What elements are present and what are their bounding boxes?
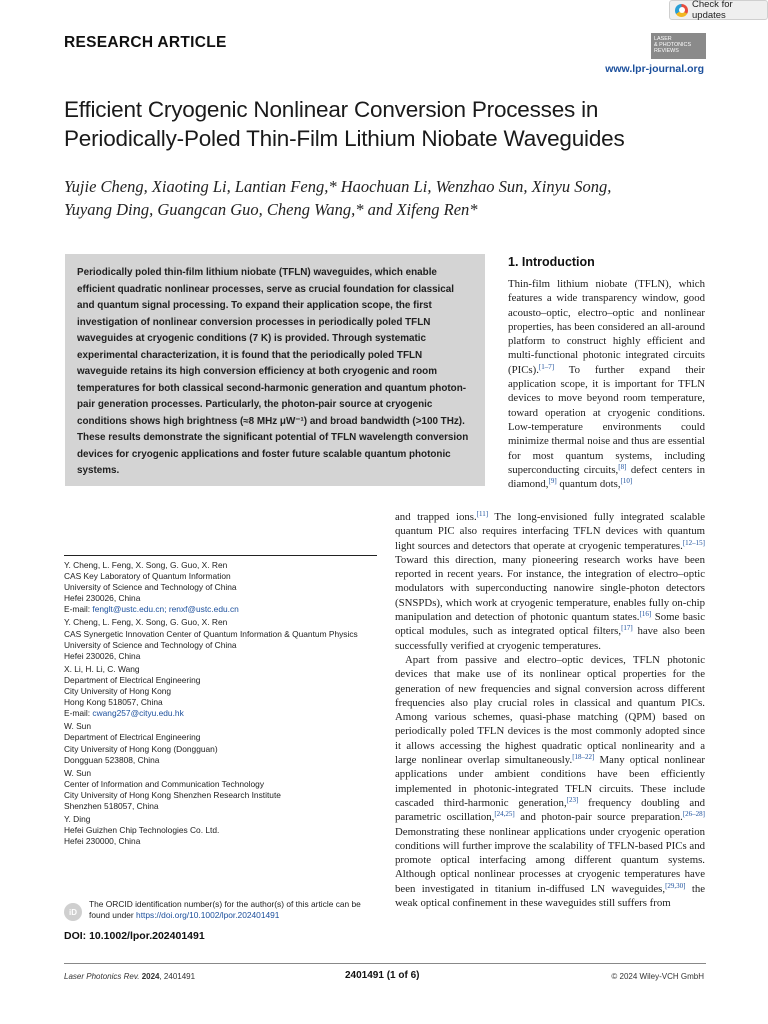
footer-copyright: © 2024 Wiley-VCH GmbH (611, 972, 704, 981)
orcid-link[interactable]: https://doi.org/10.1002/lpor.202401491 (136, 910, 280, 920)
journal-logo: LASER & PHOTONICS REVIEWS (651, 33, 706, 59)
citation-link[interactable]: [9] (548, 477, 557, 486)
citation-link[interactable]: [24,25] (494, 810, 515, 819)
affiliation-block: Y. Cheng, L. Feng, X. Song, G. Guo, X. Ren CAS Key Laboratory of Quantum Information University of Science and Technology of China Hefei 230026, China E-mail: fenglt@ustc.edu.cn; renxf@ustc.edu.cn (64, 560, 239, 615)
footer-divider (64, 963, 706, 964)
intro-body (395, 510, 705, 910)
email-link[interactable]: fenglt@ustc.edu.cn; renxf@ustc.edu.cn (92, 604, 239, 615)
citation-link[interactable]: [16] (639, 610, 652, 619)
citation-link[interactable]: [11] (476, 510, 489, 518)
citation-link[interactable]: [8] (618, 462, 627, 471)
citation-link[interactable]: [18–22] (572, 753, 595, 762)
citation-link[interactable]: [12–15] (682, 538, 705, 547)
author-list: Yujie Cheng, Xiaoting Li, Lantian Feng,* Haochuan Li, Wenzhao Sun, Xinyu Song, Yuyang Ding, Guangcan Guo, Cheng Wang,* and Xifeng Ren* (64, 177, 612, 219)
crossmark-icon (675, 4, 688, 17)
citation-link[interactable]: [29,30] (665, 881, 686, 890)
check-for-updates-button[interactable] (669, 0, 768, 20)
citation-link[interactable]: [10] (620, 477, 633, 486)
affiliation-block: Y. Cheng, L. Feng, X. Song, G. Guo, X. Ren CAS Synergetic Innovation Center of Quantum Information & Quantum Physics University of Science and Technology of China Hefei 230026, China (64, 617, 358, 661)
citation-link[interactable]: [17] (621, 624, 633, 633)
intro-paragraph-1-top: Thin-film lithium niobate (TFLN), which features a wide transparency window, good acousto–optic, electro–optic and nonlinear properties, has been considered an all-around platform to construct highly efficient and multi-functional photonic integrated circuits (PICs).[1–7] To further expand their application scope, it is important for TFLN devices to move beyond room temperature, toward operation at cryogenic conditions. Low-temperature environments could minimize thermal noise and thus are essential for most quantum systems, including superconducting circuits,[8] defect centers in diamond,[9] quantum dots,[10] (508, 278, 705, 491)
affiliation-block: W. Sun Department of Electrical Engineering City University of Hong Kong (Dongguan) Dongguan 523808, China (64, 721, 218, 765)
page-number: 2401491 (1 of 6) (345, 970, 420, 981)
abstract-box (65, 254, 485, 486)
affiliation-block: X. Li, H. Li, C. Wang Department of Electrical Engineering City University of Hong Kong Hong Kong 518057, China E-mail: cwang257@cityu.edu.hk (64, 663, 201, 719)
citation-link[interactable]: [1–7] (538, 362, 555, 371)
intro-paragraph-2: Apart from passive and electro–optic devices, TFLN photonic devices that make use of its nonlinear optical properties for the generation of new frequencies and signal conversion across different frequencies also play crucial roles in classical and quantum PICs. Among various schemes, quasi-phase matching (QPM) based on periodically poled TFLN devices is the most commonly adopted since it allows accessing the highest quadratic optical nonlinearity and a large nonlinear overlap simultaneously.[18–22] Many optical nonlinear applications under ambient conditions have been efficiently implemented in photonic-integrated TFLN circuits. These include cascaded third-harmonic generation,[23] frequency doubling and parametric oscillation,[24,25] and photon-pair source preparation.[26–28] Demonstrating these nonlinear applications under cryogenic operation conditions will further improve the scalability of TFLN-based PICs and promote optical interfacing among different quantum systems. Although optical nonlinear processes at cryogenic temperatures have been investigated in titanium in-diffused LN waveguides,[29,30] the weak optical confinement in these waveguides still suffers from (395, 653, 706, 910)
email-link[interactable]: cwang257@cityu.edu.hk (92, 708, 184, 719)
citation-link[interactable]: [23] (566, 795, 579, 804)
intro-paragraph-1-bottom: and trapped ions.[11] The long-envisioned fully integrated scalable quantum PIC also requires interfacing TFLN devices with quantum light sources and detectors that operate at cryogenic temperatures.[12–15] Toward this direction, many pioneering research works have been reported in recent years. For instance, the integration of electro–optic modulators with superconducting nanowire single-photon detectors (SNSPDs), which work at cryogenic temperature, enables fully on-chip manipulation and detection of photonic quantum states.[16] Some basic optical modules, such as integrated optical filters,[17] have also been successfully verified at cryogenic temperatures. (395, 510, 706, 652)
footer-citation: Laser Photonics Rev. 2024, 2401491 (64, 972, 196, 981)
orcid-icon: iD (64, 903, 82, 921)
section-heading-introduction: 1. Introduction (508, 255, 595, 269)
doi-label: DOI: 10.1002/lpor.202401491 (64, 930, 205, 942)
abstract-text: Periodically poled thin-film lithium niobate (TFLN) waveguides, which enable efficient quadratic nonlinear processes, serve as crucial foundation for classical and quantum signal processing. To expand their application scope, the first investigation of nonlinear conversion processes in periodically poled TFLN waveguides at cryogenic conditions (7 K) is provided. Through systematic experimental characterization, it is found that the periodically poled TFLN waveguide retains its high conversion efficiency at both cryogenic and room temperatures for both classical second-harmonic generation and quantum photon-pair generation processes. Particularly, the photon-pair source at cryogenic conditions shows high brightness (≈8 MHz μW⁻¹) and broad bandwidth (>100 THz). These results demonstrate the significant potential of TFLN wavelength conversion devices for cryogenic applications and foster future scalable quantum photonic systems. (77, 267, 469, 476)
article-type-label: RESEARCH ARTICLE (64, 34, 227, 51)
affiliations (64, 560, 384, 849)
affiliation-block: Y. Ding Hefei Guizhen Chip Technologies Co. Ltd. Hefei 230000, China (64, 814, 220, 847)
affiliation-block: W. Sun Center of Information and Communication Technology City University of Hong Kong Shenzhen Research Institute Shenzhen 518057, China (64, 767, 281, 811)
citation-link[interactable]: [26–28] (682, 810, 705, 819)
article-title: Efficient Cryogenic Nonlinear Conversion Processes in Periodically-Poled Thin-Film Lithium Niobate Waveguides (64, 97, 625, 151)
orcid-note: iD The ORCID identification number(s) for the author(s) of this article can be found under https://doi.org/10.1002/lpor.202401491 (64, 899, 384, 921)
journal-url-link[interactable]: www.lpr-journal.org (605, 63, 704, 75)
check-for-updates-label: Check for updates (692, 0, 733, 21)
affiliation-divider (64, 555, 377, 556)
